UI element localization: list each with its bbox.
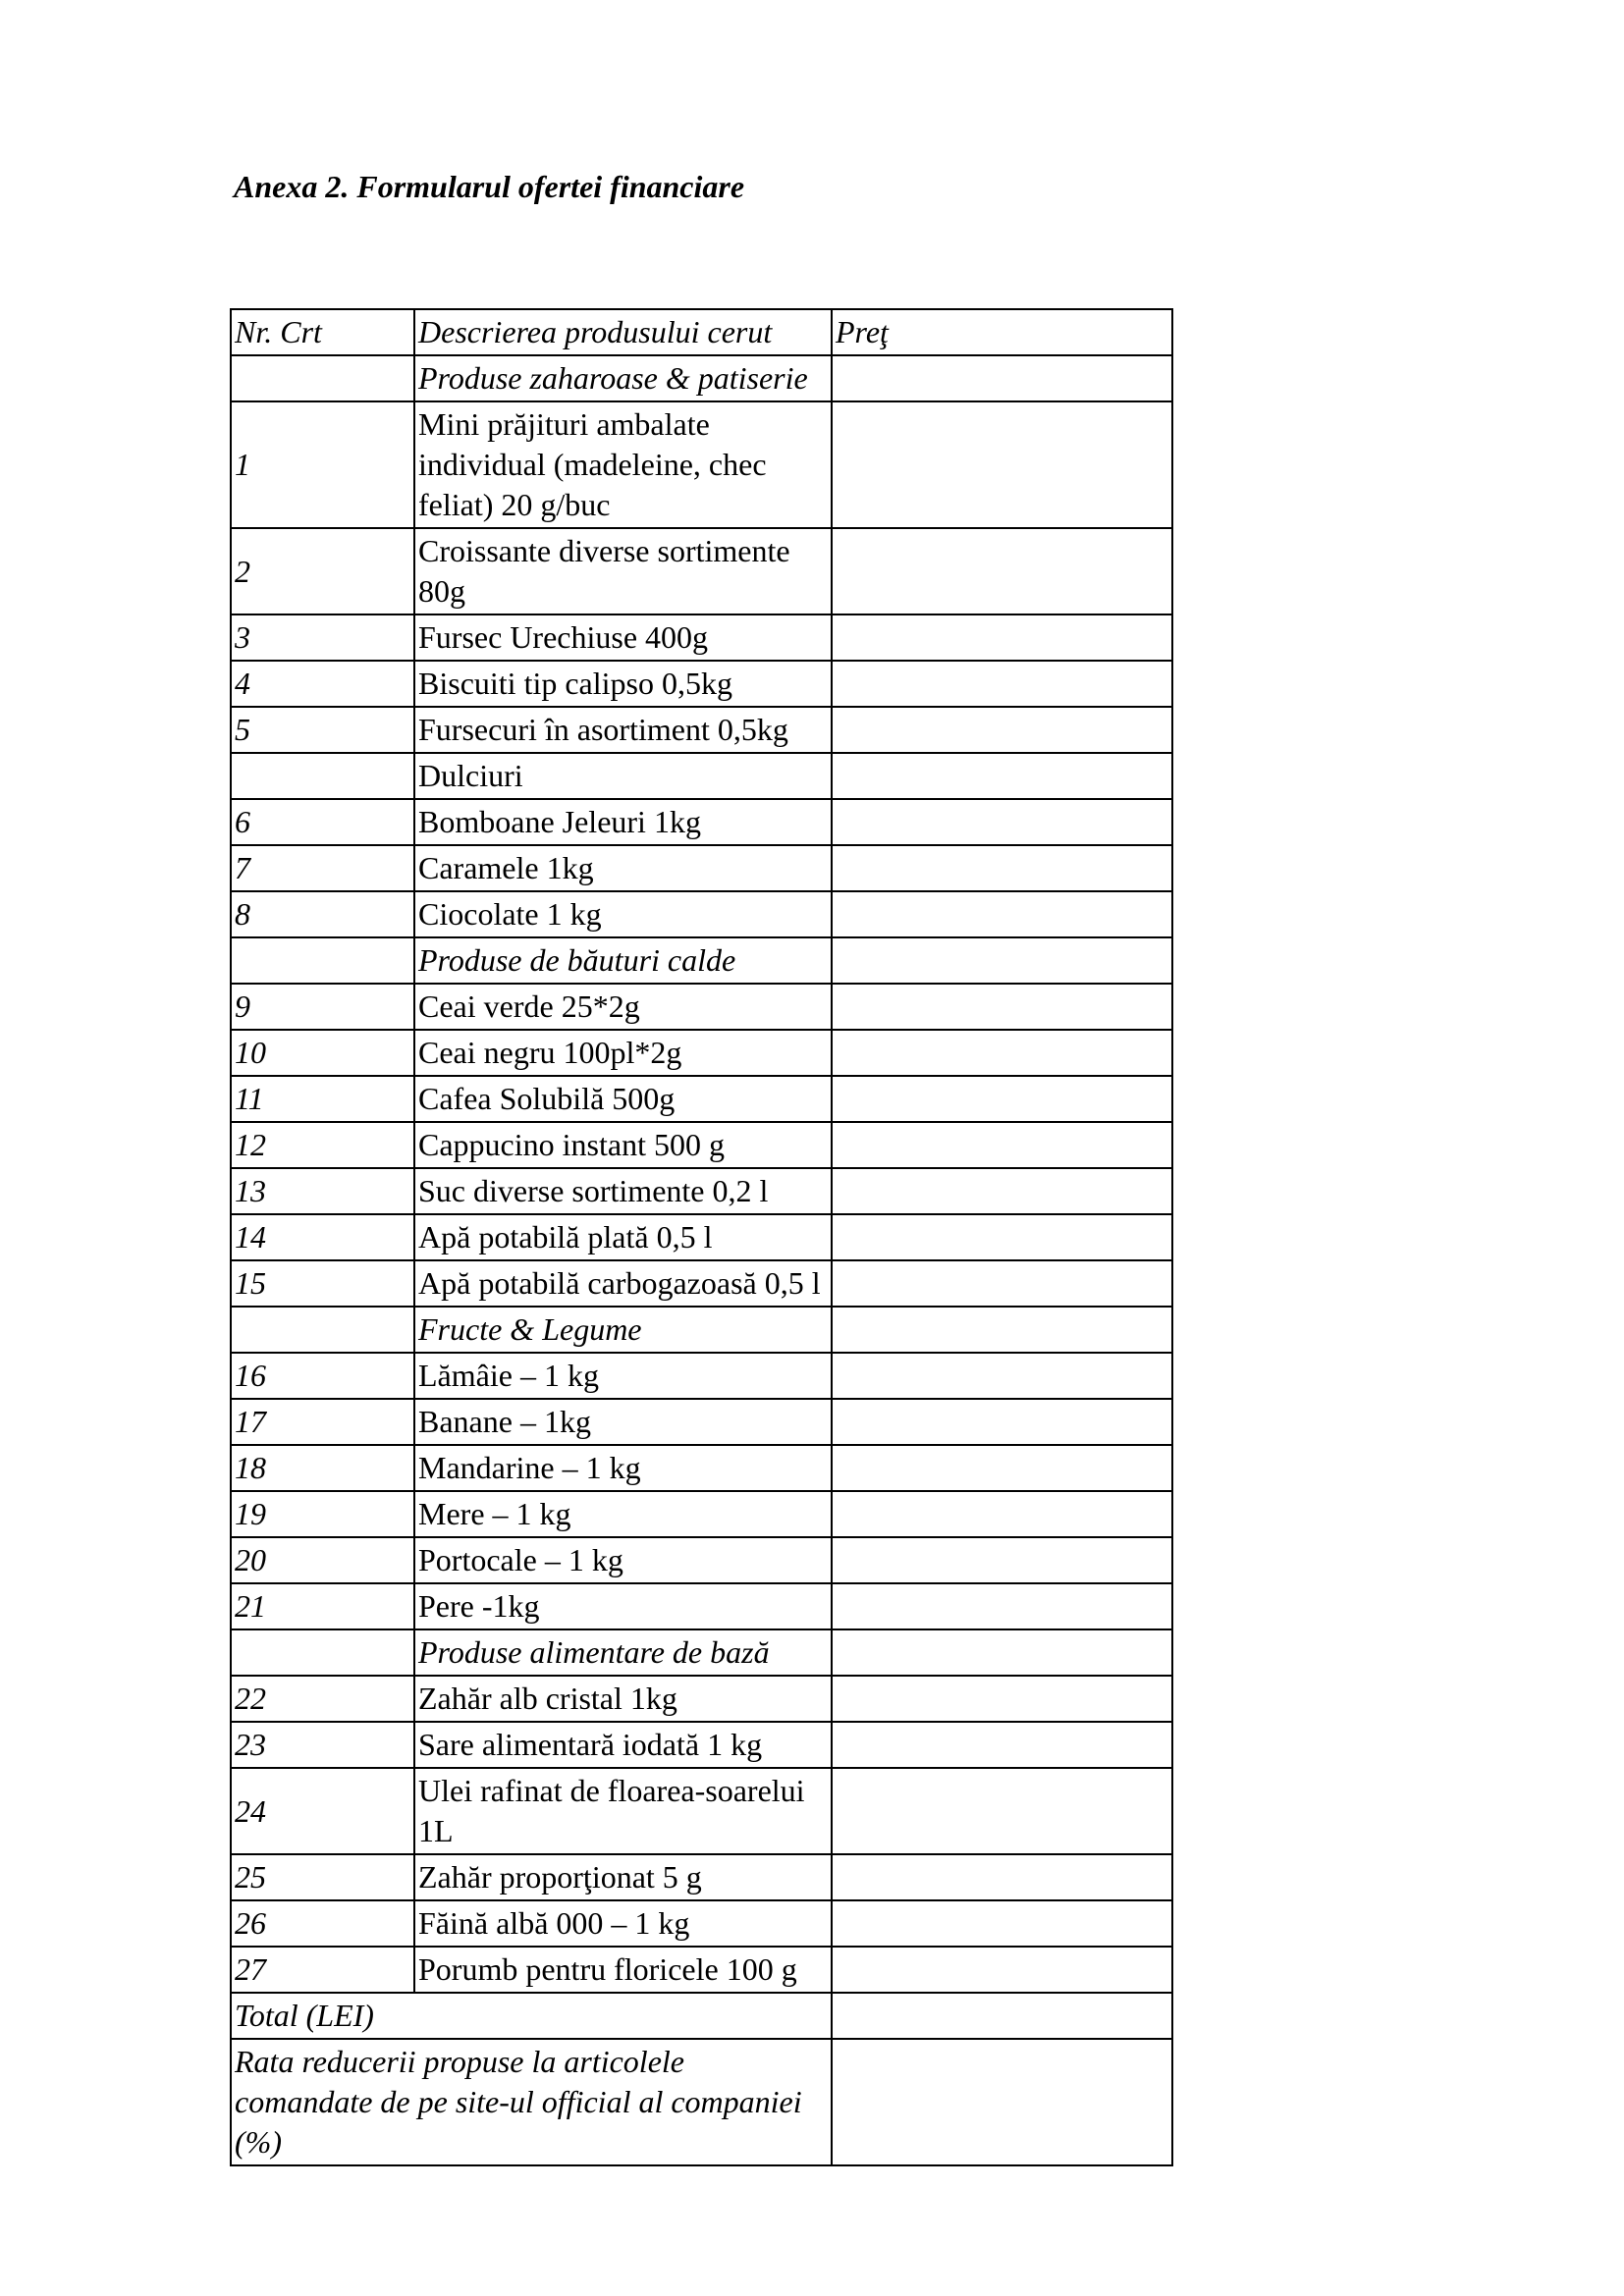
price-cell[interactable] [832, 1722, 1172, 1768]
row-number: 3 [231, 614, 414, 661]
table-row [231, 1491, 1172, 1537]
table-row [231, 661, 1172, 707]
section-row-fruits-vegetables [231, 1307, 1172, 1353]
row-number: 6 [231, 799, 414, 845]
price-cell[interactable] [832, 355, 1172, 401]
row-number: 20 [231, 1537, 414, 1583]
table-row [231, 707, 1172, 753]
product-description: Făină albă 000 – 1 kg [414, 1900, 832, 1947]
row-number: 5 [231, 707, 414, 753]
product-description: Croissante diverse sortimente 80g [414, 528, 832, 614]
price-cell[interactable] [832, 1445, 1172, 1491]
table-row [231, 1076, 1172, 1122]
row-number: 18 [231, 1445, 414, 1491]
price-cell[interactable] [832, 1030, 1172, 1076]
price-cell[interactable] [832, 1537, 1172, 1583]
price-cell[interactable] [832, 799, 1172, 845]
table-row [231, 1583, 1172, 1629]
product-description: Apă potabilă plată 0,5 l [414, 1214, 832, 1260]
price-cell[interactable] [832, 1399, 1172, 1445]
product-description: Fursec Urechiuse 400g [414, 614, 832, 661]
product-description: Fursecuri în asortiment 0,5kg [414, 707, 832, 753]
product-description: Mere – 1 kg [414, 1491, 832, 1537]
total-value-cell[interactable] [832, 1993, 1172, 2039]
price-cell[interactable] [832, 1307, 1172, 1353]
table-row [231, 1445, 1172, 1491]
row-number: 1 [231, 401, 414, 528]
table-row [231, 1854, 1172, 1900]
table-row [231, 1722, 1172, 1768]
table-row [231, 401, 1172, 528]
product-description: Suc diverse sortimente 0,2 l [414, 1168, 832, 1214]
price-cell[interactable] [832, 1629, 1172, 1676]
row-number: 27 [231, 1947, 414, 1993]
price-cell[interactable] [832, 1214, 1172, 1260]
row-number: 25 [231, 1854, 414, 1900]
section-row-sweets [231, 753, 1172, 799]
row-number: 23 [231, 1722, 414, 1768]
section-title: Fructe & Legume [414, 1307, 832, 1353]
row-number: 17 [231, 1399, 414, 1445]
price-cell[interactable] [832, 614, 1172, 661]
table-row [231, 1947, 1172, 1993]
row-number: 16 [231, 1353, 414, 1399]
price-cell[interactable] [832, 1260, 1172, 1307]
product-description: Biscuiti tip calipso 0,5kg [414, 661, 832, 707]
product-description: Cafea Solubilă 500g [414, 1076, 832, 1122]
section-nr-cell [231, 355, 414, 401]
price-cell[interactable] [832, 1676, 1172, 1722]
row-number: 21 [231, 1583, 414, 1629]
price-cell[interactable] [832, 845, 1172, 891]
price-cell[interactable] [832, 401, 1172, 528]
section-nr-cell [231, 1629, 414, 1676]
row-number: 9 [231, 984, 414, 1030]
price-cell[interactable] [832, 1076, 1172, 1122]
table-row [231, 1768, 1172, 1854]
product-description: Cappucino instant 500 g [414, 1122, 832, 1168]
product-description: Mandarine – 1 kg [414, 1445, 832, 1491]
table-row [231, 528, 1172, 614]
product-description: Caramele 1kg [414, 845, 832, 891]
total-label: Total (LEI) [231, 1993, 832, 2039]
row-number: 19 [231, 1491, 414, 1537]
section-row-pastry [231, 355, 1172, 401]
product-description: Ceai verde 25*2g [414, 984, 832, 1030]
price-cell[interactable] [832, 891, 1172, 937]
row-number: 12 [231, 1122, 414, 1168]
row-number: 2 [231, 528, 414, 614]
row-number: 4 [231, 661, 414, 707]
table-header-row [231, 309, 1172, 355]
row-number: 7 [231, 845, 414, 891]
price-cell[interactable] [832, 1583, 1172, 1629]
section-title: Produse alimentare de bază [414, 1629, 832, 1676]
header-description: Descrierea produsului cerut [414, 309, 832, 355]
price-cell[interactable] [832, 528, 1172, 614]
row-number: 15 [231, 1260, 414, 1307]
product-description: Apă potabilă carbogazoasă 0,5 l [414, 1260, 832, 1307]
price-cell[interactable] [832, 1122, 1172, 1168]
row-number: 13 [231, 1168, 414, 1214]
table-row [231, 1260, 1172, 1307]
price-cell[interactable] [832, 1168, 1172, 1214]
discount-row [231, 2039, 1172, 2165]
table-row [231, 1537, 1172, 1583]
row-number: 8 [231, 891, 414, 937]
product-description: Ulei rafinat de floarea-soarelui 1L [414, 1768, 832, 1854]
section-row-hot-drinks [231, 937, 1172, 984]
price-cell[interactable] [832, 1353, 1172, 1399]
table-row [231, 891, 1172, 937]
price-cell[interactable] [832, 1900, 1172, 1947]
row-number: 11 [231, 1076, 414, 1122]
row-number: 10 [231, 1030, 414, 1076]
table-row [231, 1214, 1172, 1260]
section-title: Dulciuri [414, 753, 832, 799]
table-row [231, 799, 1172, 845]
price-cell[interactable] [832, 1854, 1172, 1900]
product-description: Pere -1kg [414, 1583, 832, 1629]
product-description: Portocale – 1 kg [414, 1537, 832, 1583]
product-description: Sare alimentară iodată 1 kg [414, 1722, 832, 1768]
section-nr-cell [231, 937, 414, 984]
product-description: Porumb pentru floricele 100 g [414, 1947, 832, 1993]
price-cell[interactable] [832, 707, 1172, 753]
product-description: Bomboane Jeleuri 1kg [414, 799, 832, 845]
product-description: Ceai negru 100pl*2g [414, 1030, 832, 1076]
product-description: Mini prăjituri ambalate individual (madeleine, chec feliat) 20 g/buc [414, 401, 832, 528]
price-cell[interactable] [832, 984, 1172, 1030]
price-cell[interactable] [832, 753, 1172, 799]
table-row [231, 1122, 1172, 1168]
discount-value-cell[interactable] [832, 2039, 1172, 2165]
discount-label: Rata reducerii propuse la articolele comandate de pe site-ul official al companiei (%) [231, 2039, 832, 2165]
row-number: 22 [231, 1676, 414, 1722]
header-nr-crt: Nr. Crt [231, 309, 414, 355]
price-cell[interactable] [832, 1768, 1172, 1854]
table-row [231, 1900, 1172, 1947]
table-row [231, 1353, 1172, 1399]
table-row [231, 1399, 1172, 1445]
document-title: Anexa 2. Formularul ofertei financiare [234, 169, 745, 204]
product-description: Zahăr proporţionat 5 g [414, 1854, 832, 1900]
price-cell[interactable] [832, 1947, 1172, 1993]
section-title: Produse de băuturi calde [414, 937, 832, 984]
product-description: Lămâie – 1 kg [414, 1353, 832, 1399]
table-row [231, 1168, 1172, 1214]
row-number: 14 [231, 1214, 414, 1260]
total-row [231, 1993, 1172, 2039]
section-nr-cell [231, 753, 414, 799]
product-description: Zahăr alb cristal 1kg [414, 1676, 832, 1722]
price-cell[interactable] [832, 1491, 1172, 1537]
price-cell[interactable] [832, 937, 1172, 984]
product-description: Ciocolate 1 kg [414, 891, 832, 937]
table-row [231, 1676, 1172, 1722]
financial-offer-table [230, 308, 1173, 2166]
table-row [231, 1030, 1172, 1076]
section-nr-cell [231, 1307, 414, 1353]
table-row [231, 984, 1172, 1030]
table-row [231, 845, 1172, 891]
product-description: Banane – 1kg [414, 1399, 832, 1445]
section-row-basic-food [231, 1629, 1172, 1676]
price-cell[interactable] [832, 661, 1172, 707]
header-price: Preţ [832, 309, 1172, 355]
section-title: Produse zaharoase & patiserie [414, 355, 832, 401]
table-row [231, 614, 1172, 661]
row-number: 26 [231, 1900, 414, 1947]
row-number: 24 [231, 1768, 414, 1854]
